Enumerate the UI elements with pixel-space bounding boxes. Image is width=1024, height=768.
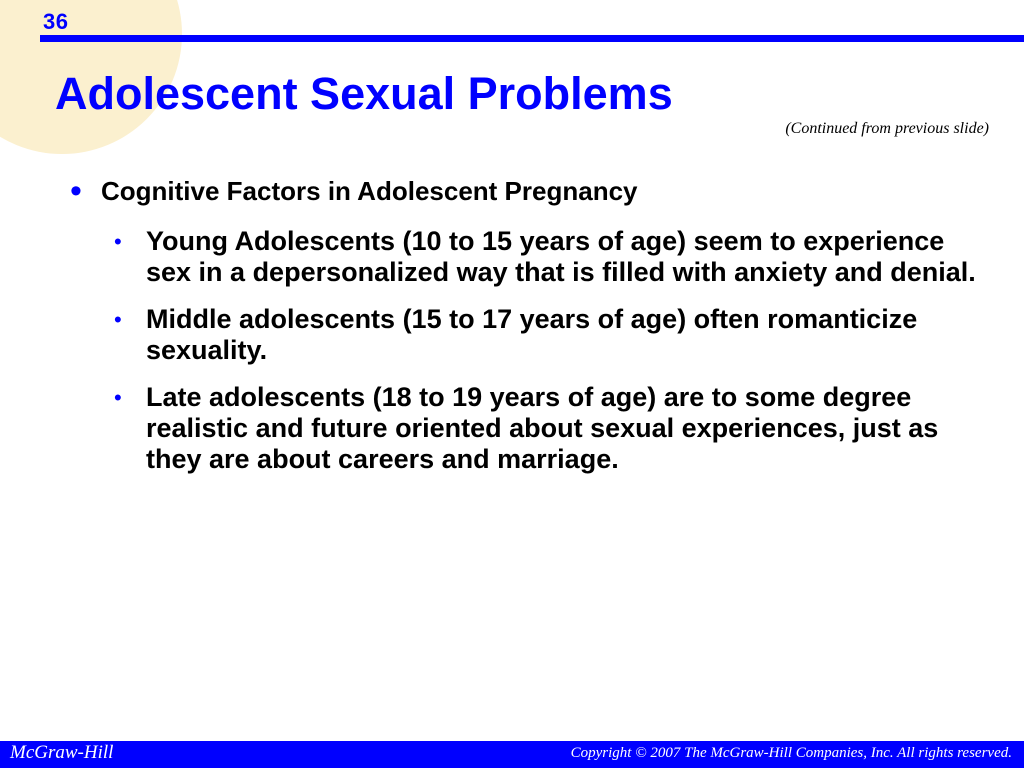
sub-bullet-item <box>114 304 990 366</box>
copyright-notice: Copyright © 2007 The McGraw-Hill Companies, Inc. All rights reserved. <box>570 745 1012 761</box>
section-heading: Cognitive Factors in Adolescent Pregnancy <box>101 176 638 206</box>
bullet-dot-icon: • <box>114 229 122 254</box>
top-rule-divider <box>40 35 1024 42</box>
bullet-dot-icon: • <box>114 385 122 410</box>
sub-bullet-list <box>114 226 990 475</box>
sub-bullet-item <box>114 226 990 288</box>
bullet-dot-icon: • <box>70 172 82 210</box>
sub-bullet-item <box>114 382 990 475</box>
bullet-item-level1 <box>70 174 990 208</box>
slide-title: Adolescent Sexual Problems <box>55 68 673 119</box>
continued-note: (Continued from previous slide) <box>785 120 989 137</box>
sub-bullet-text: Middle adolescents (15 to 17 years of age) often romanticize sexuality. <box>146 304 918 365</box>
bullet-list <box>70 174 990 491</box>
bullet-dot-icon: • <box>114 307 122 332</box>
sub-bullet-text: Young Adolescents (10 to 15 years of age) seem to experience sex in a depersonalized way that is filled with anxiety and denial. <box>146 226 976 287</box>
footer-bar <box>0 741 1024 768</box>
publisher-name: McGraw-Hill <box>10 742 114 763</box>
slide-number: 36 <box>43 9 69 34</box>
sub-bullet-text: Late adolescents (18 to 19 years of age) are to some degree realistic and future oriented about sexual experiences, just as they are about careers and marriage. <box>146 382 939 474</box>
